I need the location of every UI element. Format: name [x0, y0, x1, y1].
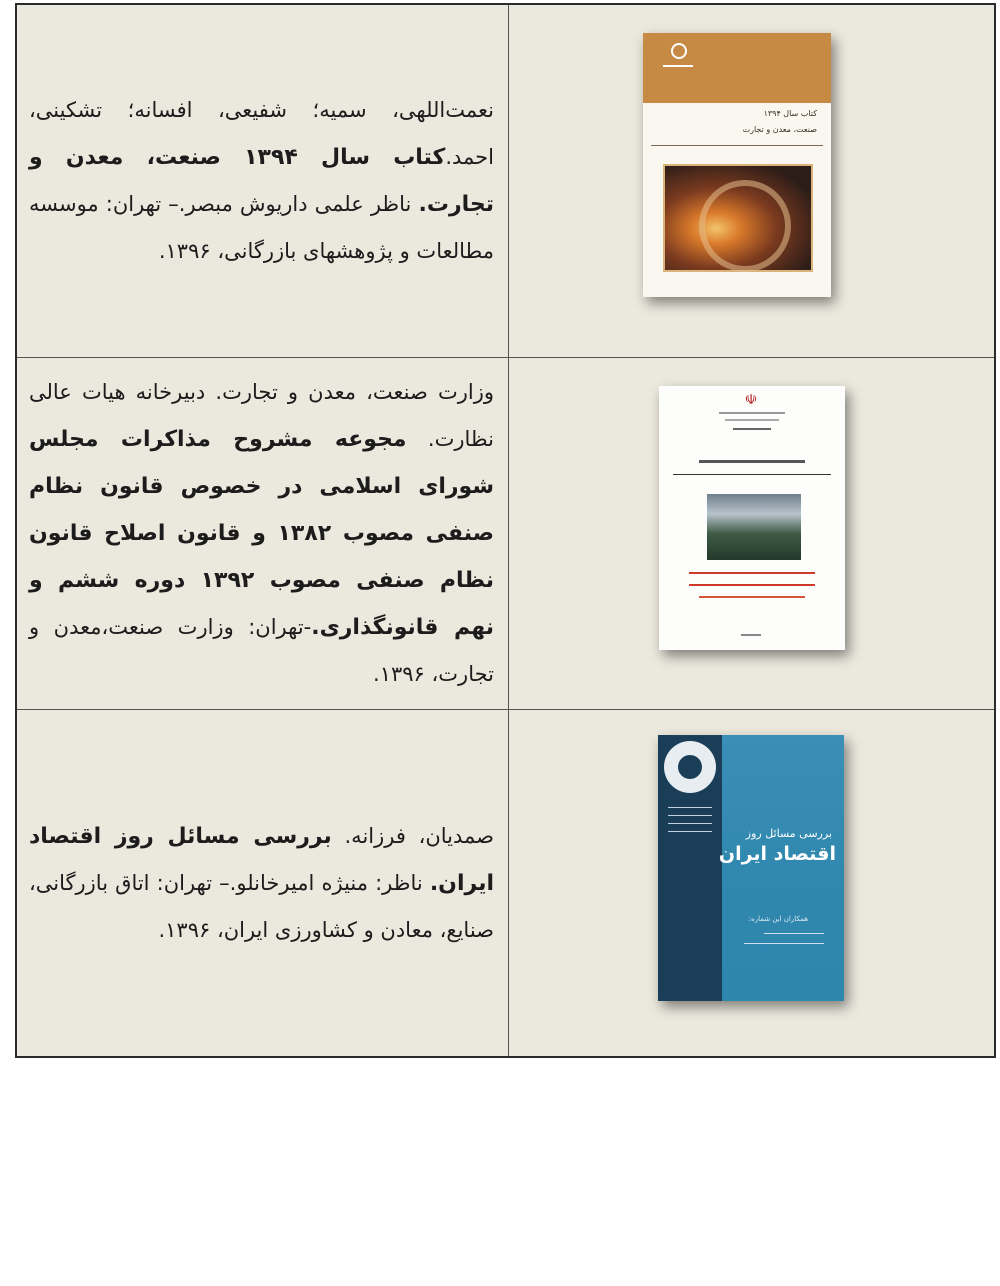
citation-publication: -تهران: وزارت صنعت،معدن و تجارت، ۱۳۹۶.: [29, 615, 494, 686]
table-row: [17, 709, 994, 1056]
book-catalog-table: [15, 3, 996, 1058]
table-row: [17, 357, 994, 709]
book-cover-image: [643, 33, 831, 297]
citation-publication: ناظر علمی داریوش مبصر.– تهران: موسسه مطالعات و پژوهشهای بازرگانی، ۱۳۹۶.: [29, 192, 494, 263]
cover-photo: [707, 494, 801, 560]
citation-title: بررسی مسائل روز اقتصاد ایران.: [29, 823, 494, 896]
publisher-logo-icon: [671, 43, 687, 59]
table-row: [17, 5, 994, 357]
book-cover-image: [658, 735, 844, 1001]
book-cover-image: [659, 386, 845, 650]
citation-publication: ناظر: منیژه امیرخانلو.– تهران: اتاق بازرگانی، صنایع، معادن و کشاورزی ایران، ۱۳۹۶.: [29, 870, 494, 942]
cover-credits-heading: همکاران این شماره:: [748, 915, 808, 923]
cover-cell: [509, 710, 994, 1056]
citation-title: مجوعه مشروح مذاکرات مجلس شورای اسلامی در خصوص قانون نظام صنفی مصوب ۱۳۸۲ و قانون اصلاح قانون نظام صنفی مصوب ۱۳۹۲ دوره ششم و نهم قانونگذاری.: [29, 427, 494, 640]
cover-title-line: بررسی مسائل روز: [745, 827, 832, 840]
citation-title: کتاب سال ۱۳۹۴ صنعت، معدن و تجارت.: [29, 145, 494, 217]
citation-authors: نعمت‌اللهی، سمیه؛ شفیعی، افسانه؛ تشکینی، احمد.: [29, 98, 494, 169]
citation-authors: وزارت صنعت، معدن و تجارت. دبیرخانه هیات عالی نظارت.: [29, 380, 494, 451]
emblem-icon: ☫: [744, 392, 758, 408]
cover-subtitle-line: صنعت، معدن و تجارت: [742, 125, 817, 134]
cover-cell: [509, 358, 994, 709]
cover-cell: [509, 5, 994, 357]
cover-photo: [663, 164, 813, 272]
citation-cell: [17, 5, 508, 357]
book-citation: [29, 87, 494, 275]
citation-cell: [17, 710, 508, 1056]
citation-cell: [17, 358, 508, 709]
citation-authors: صمدیان، فرزانه.: [331, 823, 495, 848]
cover-subtitle-line: اقتصاد ایران: [718, 843, 836, 865]
chamber-seal-icon: [664, 741, 716, 793]
cover-title-line: [673, 452, 831, 475]
book-citation: [29, 813, 494, 954]
book-citation: [29, 369, 494, 698]
cover-title-line: کتاب سال ۱۳۹۴: [763, 109, 817, 118]
